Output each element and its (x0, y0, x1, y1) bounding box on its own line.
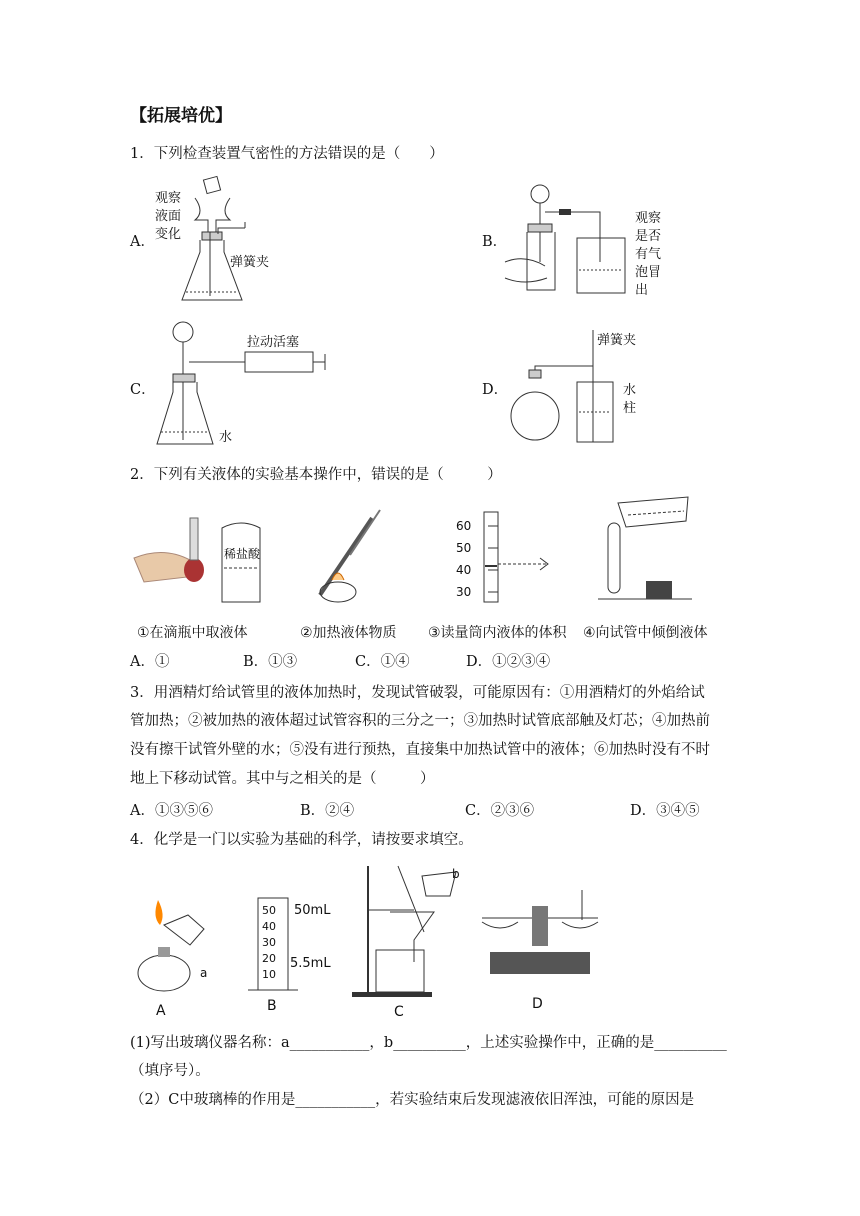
fig-1b-text-4: 泡冒 (635, 265, 662, 280)
fig-1b-text-2: 是否 (635, 229, 662, 244)
fig-1c-syringe: 拉动活塞 (247, 335, 300, 350)
option-b-label: B． (482, 234, 508, 250)
figure-2-3-graduated-cylinder (448, 512, 558, 612)
fig-1b-text-5: 出 (635, 283, 649, 298)
fig-1d-clip: 弹簧夹 (597, 333, 637, 348)
question-3-line-3: 没有擦干试管外壁的水；⑤没有进行预热，直接集中加热试管中的液体；⑥加热时没有不时 (130, 742, 710, 758)
section-title: 【拓展培优】 (130, 106, 232, 126)
figure-4c-filtration (352, 862, 462, 1022)
fig-1b-text-1: 观察 (635, 211, 662, 226)
question-3-line-2: 管加热；②被加热的液体超过试管容积的三分之一；③加热时试管底部触及灯芯；④加热前 (130, 713, 710, 729)
fig-2-3-tick-label: 60 (456, 519, 472, 533)
figure-2-caption-2: ②加热液体物质 (300, 625, 397, 641)
fig-2-3-tick-label: 30 (456, 585, 472, 599)
q2-option-c: C．①④ (355, 654, 410, 670)
figure-1d-apparatus (505, 330, 685, 445)
option-a-label: A． (130, 234, 155, 250)
question-3-line-1: 3．用酒精灯给试管里的液体加热时，发现试管破裂，可能原因有：①用酒精灯的外焰给试 (130, 685, 705, 701)
fig-4b-ticks (262, 904, 276, 981)
figure-4d-balance (470, 890, 610, 1020)
fig-1d-water-1: 水 (623, 383, 637, 398)
figure-2-2-heating (310, 500, 390, 610)
question-4-part-1-line-1: (1)写出玻璃仪器名称：a___________，b__________，上述实验操作中，正确的是__________ (130, 1035, 727, 1051)
fig-1a-text-2: 液面 (155, 209, 182, 224)
fig-1a-text-1: 观察 (155, 191, 182, 206)
figure-1b-apparatus (505, 182, 695, 302)
fig-4a-label-a: a (200, 966, 208, 980)
q3-option-c: C．②③⑥ (465, 803, 535, 819)
fig-4b-tick-label: 10 (262, 968, 276, 981)
fig-1a-clip: 弹簧夹 (230, 255, 270, 270)
figure-2-caption-4: ④向试管中倾倒液体 (583, 625, 708, 641)
question-2-stem: 2．下列有关液体的实验基本操作中，错误的是（ ） (130, 467, 502, 483)
fig-4b-50ml: 50mL (294, 903, 331, 918)
fig-4b-tick-label: 20 (262, 952, 276, 965)
fig-2-3-tick-label: 50 (456, 541, 472, 555)
figure-1c-apparatus (155, 320, 335, 450)
fig-4b-55ml: 5.5mL (290, 956, 331, 971)
fig-4b-letter: B (267, 998, 277, 1014)
question-3-line-4: 地上下移动试管。其中与之相关的是（ ） (130, 771, 435, 787)
figure-4a-lamp (128, 895, 218, 1020)
fig-2-3-ticks (456, 519, 498, 599)
fig-4c-label-b: b (452, 867, 460, 881)
fig-1c-water: 水 (219, 430, 233, 445)
q2-option-d: D．①②③④ (466, 654, 551, 670)
q3-option-a: A．①③⑤⑥ (130, 803, 213, 819)
question-1-stem: 1．下列检查装置气密性的方法错误的是（ ） (130, 146, 444, 162)
fig-4b-tick-label: 40 (262, 920, 276, 933)
fig-4a-letter: A (156, 1003, 166, 1019)
question-4-part-1-line-2: （填序号）。 (130, 1063, 210, 1079)
q2-option-b: B．①③ (243, 654, 298, 670)
fig-4b-tick-label: 50 (262, 904, 276, 917)
figure-2-4-pouring (588, 493, 698, 605)
fig-2-bottle-label: 稀盐酸 (224, 547, 261, 561)
fig-4d-letter: D (532, 996, 543, 1012)
fig-1d-water-2: 柱 (623, 401, 637, 416)
q3-option-d: D．③④⑤ (630, 803, 700, 819)
question-4-part-2-line-1: （2）C中玻璃棒的作用是___________，若实验结束后发现滤液依旧浑浊，可能的原因是 (130, 1092, 695, 1108)
figure-1a-apparatus (150, 170, 290, 310)
figure-4b-cylinder (240, 890, 350, 1020)
fig-1b-text-3: 有气 (635, 247, 662, 262)
figure-2-caption-3: ③读量筒内液体的体积 (428, 625, 567, 641)
fig-1a-text-3: 变化 (155, 227, 182, 242)
option-d-label: D． (482, 382, 509, 398)
figure-2-caption-1: ①在滴瓶中取液体 (137, 625, 248, 641)
fig-2-3-tick-label: 40 (456, 563, 472, 577)
fig-4c-letter: C (394, 1004, 404, 1020)
q3-option-b: B．②④ (300, 803, 355, 819)
q2-option-a: A．① (130, 654, 170, 670)
fig-4b-tick-label: 30 (262, 936, 276, 949)
figure-2-1-dropper-bottle (134, 498, 274, 608)
option-c-label: C． (130, 382, 156, 398)
question-4-stem: 4．化学是一门以实验为基础的科学，请按要求填空。 (130, 832, 473, 848)
